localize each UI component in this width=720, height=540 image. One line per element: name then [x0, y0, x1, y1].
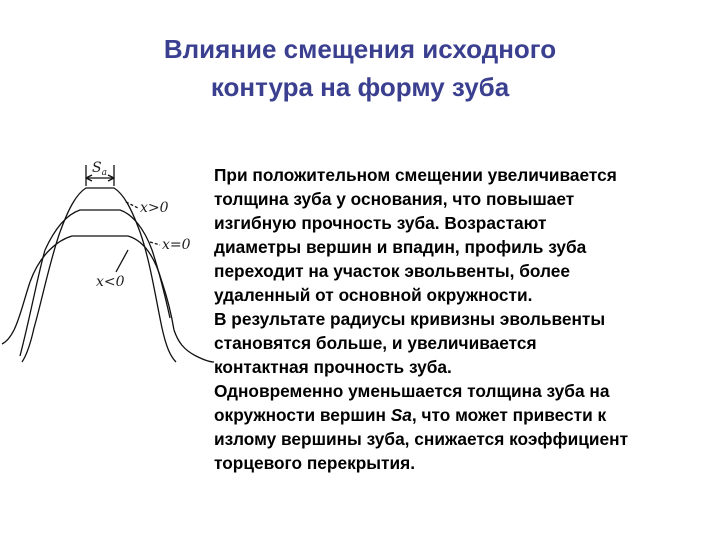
- slide-title: [0, 30, 720, 106]
- tooth-profile-diagram: [0, 150, 215, 380]
- label-x-positive: x>0: [140, 200, 169, 216]
- text-segment: окружности вершин: [214, 405, 391, 425]
- text-line: контактная прочность зуба.: [214, 357, 452, 377]
- text-line: В результате радиусы кривизны эвольвенты: [214, 309, 606, 329]
- text-line: удаленный от основной окружности.: [214, 285, 533, 305]
- text-line: диаметры вершин и впадин, профиль зуба: [214, 237, 587, 257]
- title-line-2: контура на форму зуба: [210, 72, 510, 102]
- text-line: Одновременно уменьшается толщина зуба на: [214, 381, 610, 401]
- text-line: [214, 403, 709, 427]
- profile-x-zero: [45, 210, 170, 318]
- label-sa: $S_a$: [92, 160, 107, 178]
- right-root-curve: [174, 330, 214, 362]
- text-line: излому вершины зуба, снижается коэффициент: [214, 429, 629, 449]
- title-line-1: Влияние смещения исходного: [163, 34, 557, 64]
- left-root-curve-b: [22, 232, 60, 362]
- text-segment: , что может привести к: [411, 405, 607, 425]
- text-line: При положительном смещении увеличивается: [214, 165, 617, 185]
- label-x-zero: x=0: [162, 237, 191, 253]
- text-line: толщина зуба у основания, что повышает: [214, 189, 575, 209]
- text-line: переходит на участок эвольвенты, более: [214, 261, 571, 281]
- text-line: становятся больше, и увеличивается: [214, 333, 537, 353]
- text-segment-italic: Sa: [390, 405, 412, 425]
- label-x-negative: x<0: [96, 274, 125, 290]
- text-line: изгибную прочность зуба. Возрастают: [214, 213, 547, 233]
- description-text: [214, 163, 709, 475]
- leader-x-negative: [116, 250, 128, 272]
- text-line: торцевого перекрытия.: [214, 453, 416, 473]
- leader-x-zero: [150, 242, 160, 245]
